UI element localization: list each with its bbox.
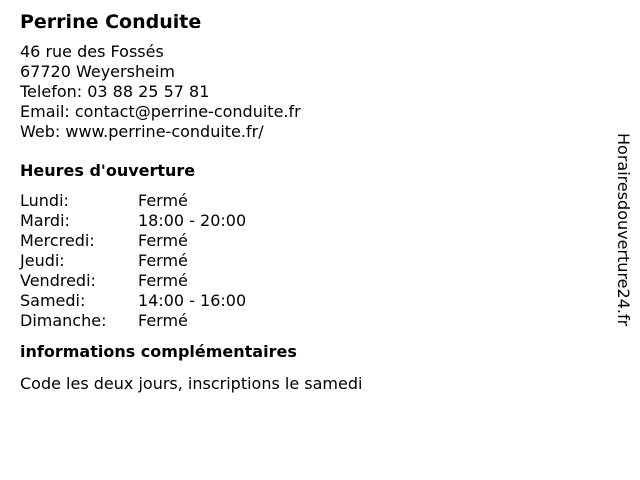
hours-row-vendredi (20, 271, 600, 291)
time-value: Fermé (138, 311, 188, 330)
hours-heading: Heures d'ouverture (20, 161, 196, 180)
address-line-1: 46 rue des Fossés (20, 42, 164, 61)
info-text: Code les deux jours, inscriptions le samedi (20, 374, 363, 393)
address-line-2: 67720 Weyersheim (20, 62, 175, 81)
email-line: Email: contact@perrine-conduite.fr (20, 102, 301, 121)
time-value: Fermé (138, 251, 188, 270)
day-label: Vendredi: (20, 271, 96, 290)
hours-row-lundi (20, 191, 600, 211)
hours-row-mardi (20, 211, 600, 231)
time-value: Fermé (138, 271, 188, 290)
time-value: Fermé (138, 231, 188, 250)
phone-line: Telefon: 03 88 25 57 81 (20, 82, 210, 101)
business-card (20, 10, 600, 394)
time-value: 14:00 - 16:00 (138, 291, 247, 310)
day-label: Samedi: (20, 291, 86, 310)
day-label: Mardi: (20, 211, 70, 230)
day-label: Lundi: (20, 191, 69, 210)
hours-row-samedi (20, 291, 600, 311)
brand-watermark-text: Horairesdouverture24.fr (614, 133, 633, 327)
business-name: Perrine Conduite (20, 11, 202, 33)
time-value: 18:00 - 20:00 (138, 211, 247, 230)
hours-row-jeudi (20, 251, 600, 271)
hours-table (20, 191, 600, 331)
hours-row-dimanche (20, 311, 600, 331)
web-line: Web: www.perrine-conduite.fr/ (20, 122, 264, 141)
day-label: Dimanche: (20, 311, 107, 330)
day-label: Mercredi: (20, 231, 95, 250)
contact-block (20, 42, 600, 142)
day-label: Jeudi: (20, 251, 65, 270)
info-heading: informations complémentaires (20, 342, 297, 361)
time-value: Fermé (138, 191, 188, 210)
hours-row-mercredi (20, 231, 600, 251)
